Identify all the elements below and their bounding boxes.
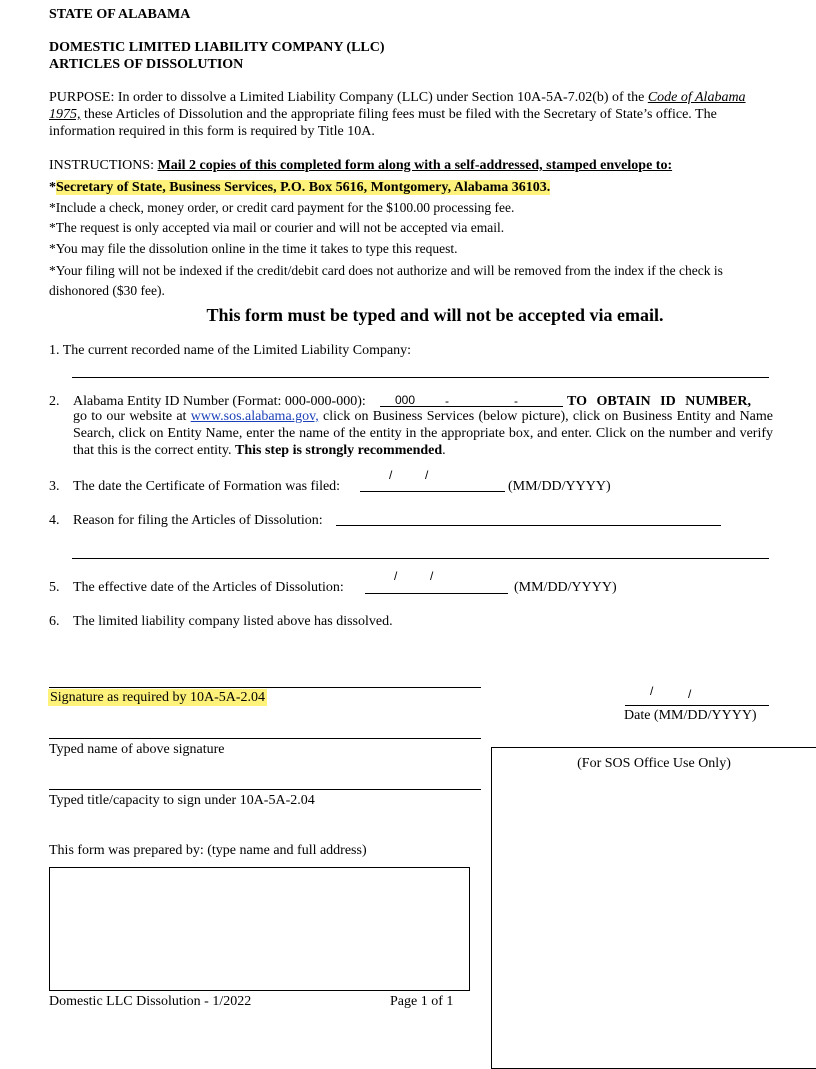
purpose-paragraph: PURPOSE: In order to dissolve a Limited Liability Company (LLC) under Section 10A-5A-7.02(b) of the Code of Alabama 1975, these Articles of Dissolution and the appropriate filing fees must be filed with the Secretary of State’s office. The information required in this form is required by Title 10A. — [49, 90, 746, 140]
footer-page-number: Page 1 of 1 — [390, 994, 454, 1009]
signature-field[interactable] — [49, 687, 481, 688]
llc-name-field[interactable] — [72, 377, 769, 378]
form-title-line2: ARTICLES OF DISSOLUTION — [49, 57, 244, 72]
typed-title-field[interactable] — [49, 789, 481, 790]
item-3-format: (MM/DD/YYYY) — [508, 479, 611, 494]
item-2-number: 2. — [49, 394, 60, 409]
prepared-by-box[interactable] — [49, 867, 470, 991]
prepared-by-label: This form was prepared by: (type name and full address) — [49, 843, 367, 858]
item-2-label: Alabama Entity ID Number (Format: 000-000-000): — [73, 394, 366, 409]
entity-id-dash-1: - — [445, 394, 449, 408]
instruction-mail-only: *The request is only accepted via mail or courier and will not be accepted via email. — [49, 220, 505, 235]
item-1-label: 1. The current recorded name of the Limited Liability Company: — [49, 343, 412, 358]
typed-name-label: Typed name of above signature — [49, 742, 225, 757]
item-6-number: 6. — [49, 614, 60, 629]
signature-date-slash-2: / — [688, 687, 692, 701]
typed-title-label: Typed title/capacity to sign under 10A-5A-2.04 — [49, 793, 315, 808]
mail-instructions: Mail 2 copies of this completed form along with a self-addressed, stamped envelope to: — [157, 158, 673, 173]
formation-date-slash-2: / — [425, 468, 429, 482]
formation-date-slash-1: / — [389, 468, 393, 482]
item-3-number: 3. — [49, 479, 60, 494]
signature-label: Signature as required by 10A-5A-2.04 — [50, 690, 266, 705]
item-6-label: The limited liability company listed above has dissolved. — [73, 614, 393, 629]
office-use-label: (For SOS Office Use Only) — [577, 756, 731, 771]
entity-id-prefill: 000 — [395, 393, 416, 407]
typed-notice: This form must be typed and will not be accepted via email. — [206, 305, 664, 325]
item-2-instructions: go to our website at www.sos.alabama.gov, click on Business Services (below picture), click on Business Entity and Name Search, click on Entity Name, enter the name of the entity in the appropriate box, and enter. Click on the number and verify that this is the correct entity. This step is strongly recommended. — [73, 409, 773, 458]
signature-date-field[interactable] — [625, 705, 769, 706]
item-5-number: 5. — [49, 580, 60, 595]
sos-website-link[interactable]: www.sos.alabama.gov, — [190, 409, 319, 424]
code-reference: Code of Alabama 1975, — [49, 90, 746, 123]
mailing-address: *Secretary of State, Business Services, P.O. Box 5616, Montgomery, Alabama 36103. — [49, 180, 551, 195]
instruction-indexing: *Your filing will not be indexed if the credit/debit card does not authorize and will be removed from the index if the check is dishonored ($30 fee). — [49, 263, 723, 298]
item-5-format: (MM/DD/YYYY) — [514, 580, 617, 595]
office-use-box — [491, 747, 816, 1069]
strongly-recommended: This step is strongly recommended — [235, 442, 443, 458]
effective-date-field[interactable] — [365, 593, 508, 594]
item-3-label: The date the Certificate of Formation was filed: — [73, 479, 341, 494]
entity-id-dash-2: - — [514, 394, 518, 408]
item-4-label: Reason for filing the Articles of Dissolution: — [73, 513, 323, 528]
item-5-label: The effective date of the Articles of Dissolution: — [73, 580, 344, 595]
signature-date-slash-1: / — [650, 684, 654, 698]
instructions-heading: INSTRUCTIONS: Mail 2 copies of this completed form along with a self-addressed, stamped envelope to: — [49, 158, 673, 173]
footer-form-id: Domestic LLC Dissolution - 1/2022 — [49, 994, 252, 1009]
formation-date-field[interactable] — [360, 491, 505, 492]
instruction-fee: *Include a check, money order, or credit card payment for the $100.00 processing fee. — [49, 200, 515, 215]
instruction-online: *You may file the dissolution online in the time it takes to type this request. — [49, 241, 458, 256]
reason-field-line-2[interactable] — [72, 558, 769, 559]
signature-date-label: Date (MM/DD/YYYY) — [624, 708, 757, 723]
reason-field-line-1[interactable] — [336, 525, 721, 526]
effective-date-slash-2: / — [430, 569, 434, 583]
item-4-number: 4. — [49, 513, 60, 528]
obtain-id-heading: TO OBTAIN ID NUMBER, — [567, 394, 751, 409]
effective-date-slash-1: / — [394, 569, 398, 583]
typed-name-field[interactable] — [49, 738, 481, 739]
form-title-line1: DOMESTIC LIMITED LIABILITY COMPANY (LLC) — [49, 40, 385, 55]
state-heading: STATE OF ALABAMA — [49, 7, 191, 22]
